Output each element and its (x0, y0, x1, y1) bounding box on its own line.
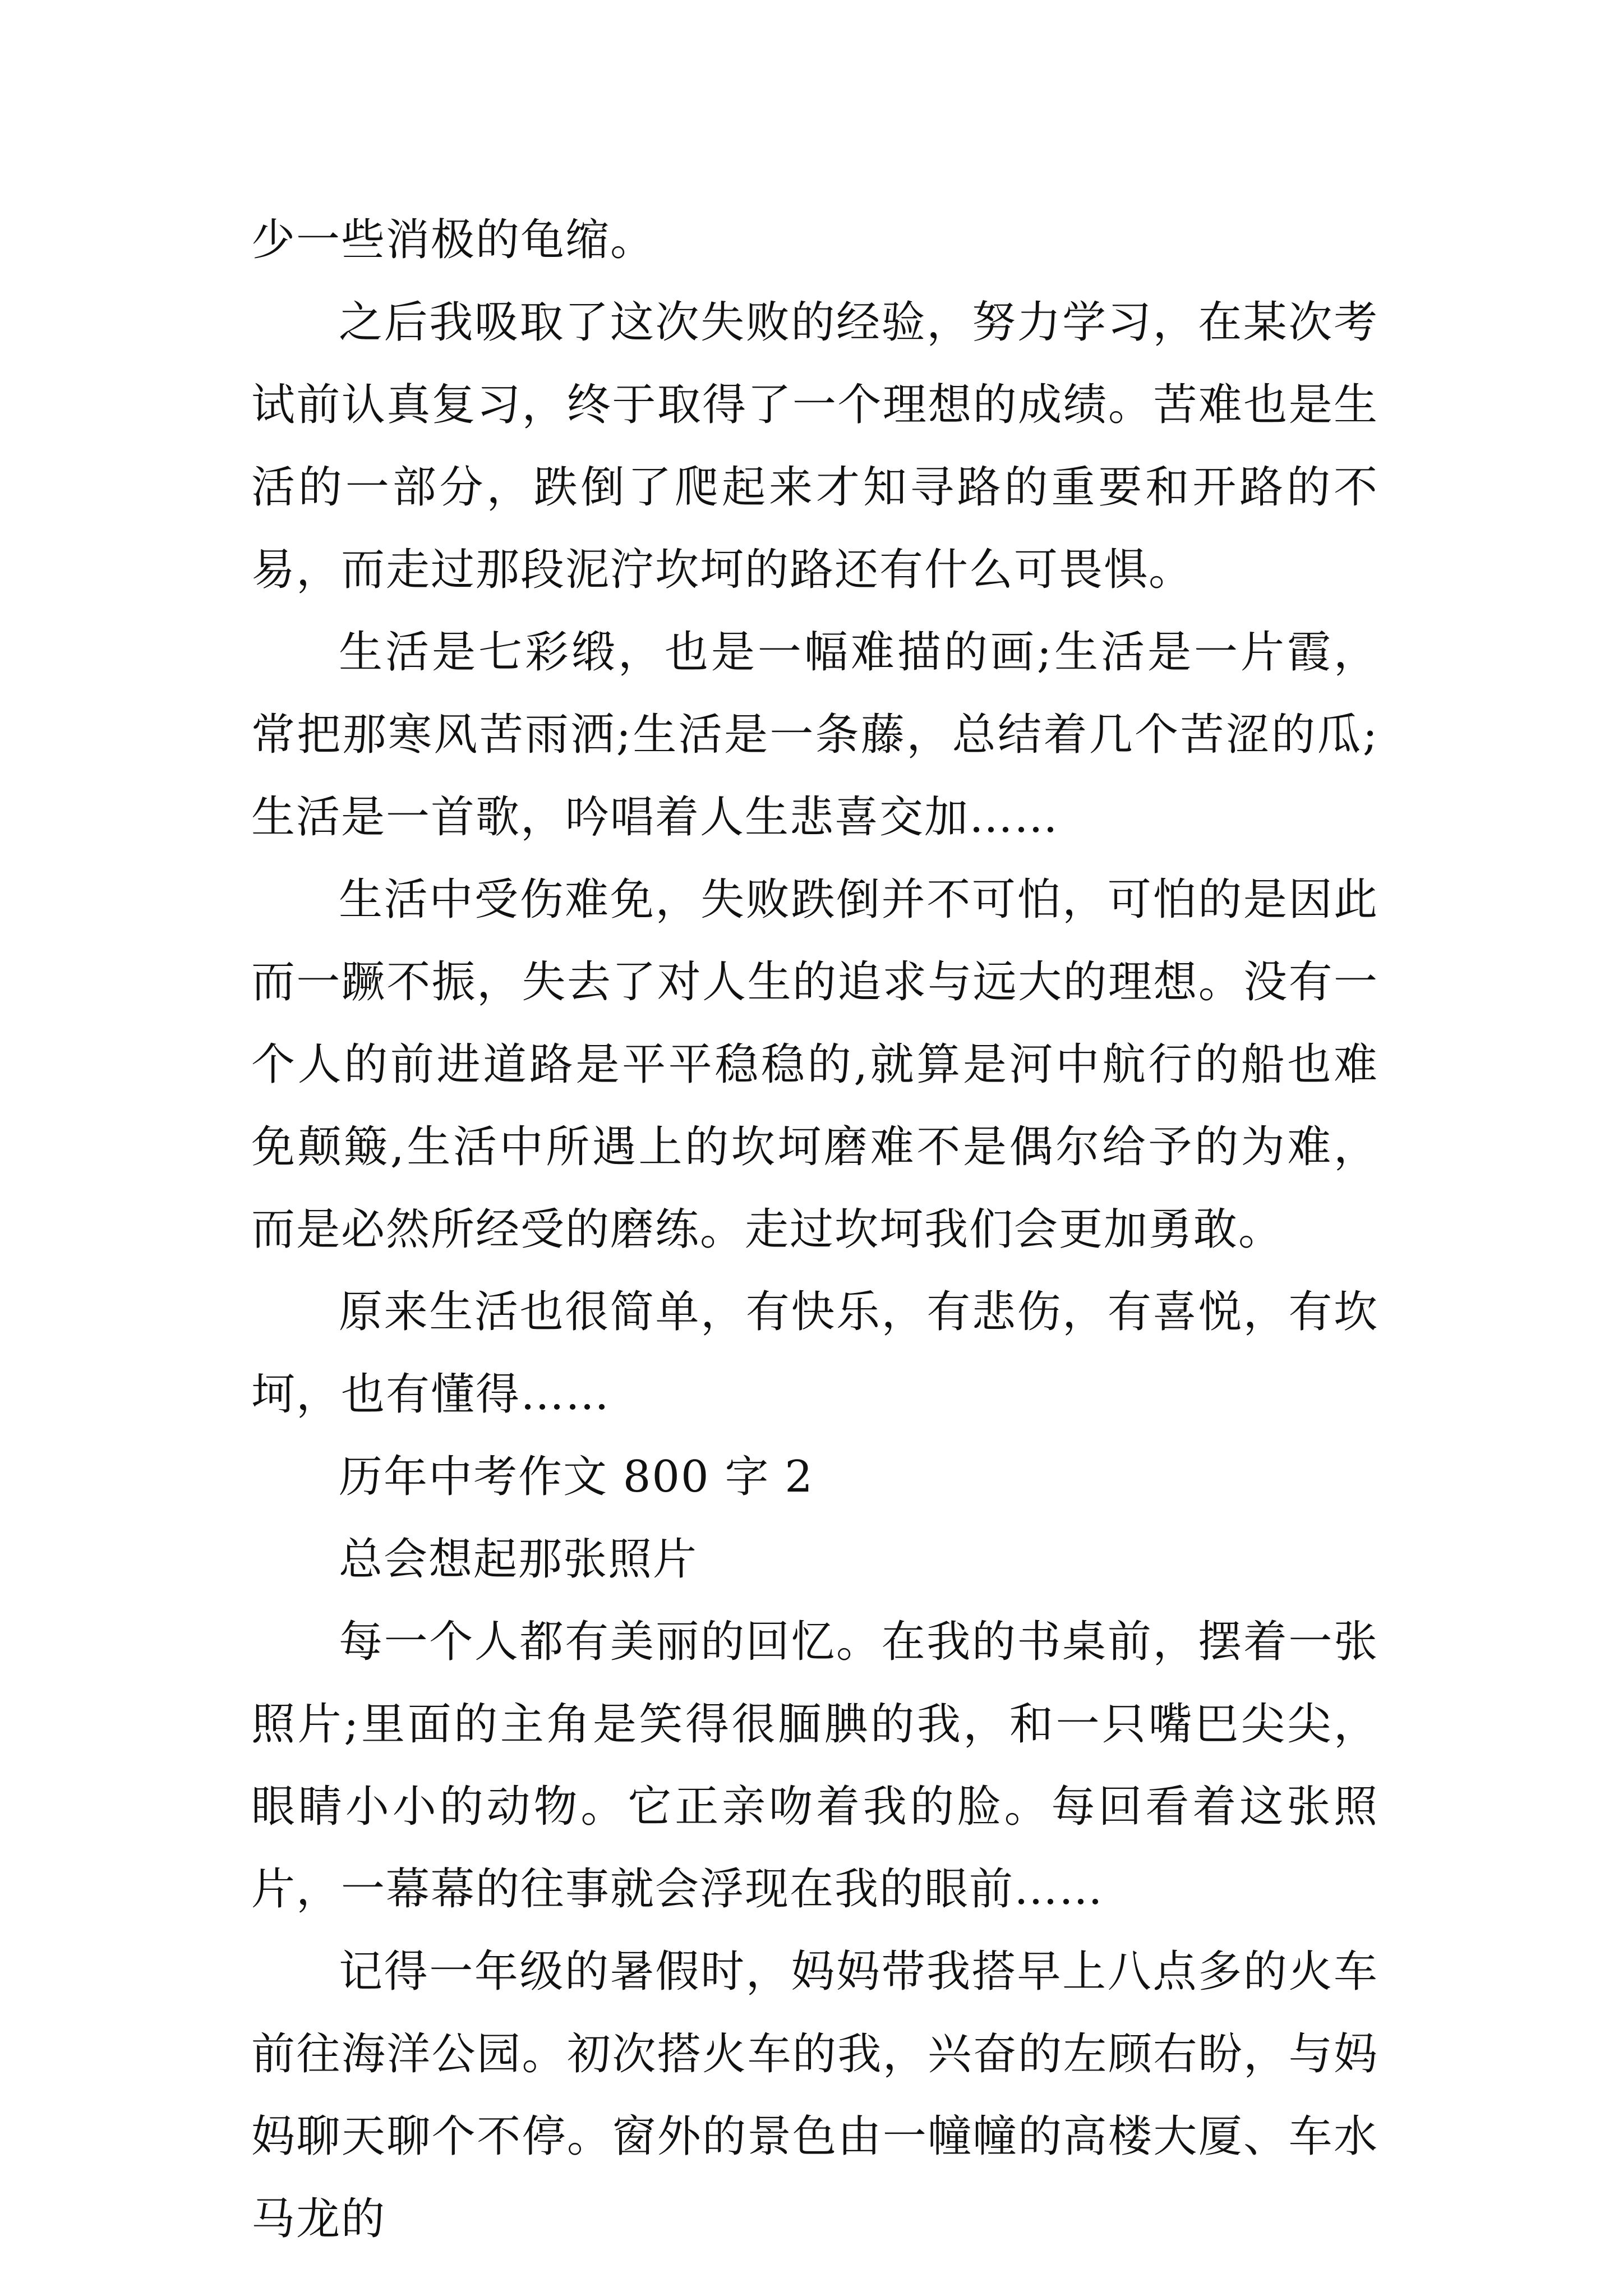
body-text (251, 199, 1378, 2261)
paragraph-6: 每一个人都有美丽的回忆。在我的书桌前，摆着一张照片;里面的主角是笑得很腼腆的我，和一只嘴巴尖尖，眼睛小小的动物。它正亲吻着我的脸。每回看着这张照片，一幕幕的往事就会浮现在我的眼前…… (251, 1617, 1378, 1915)
paragraph-3: 生活是七彩缎，也是一幅难描的画;生活是一片霞，常把那寒风苦雨洒;生活是一条藤，总结着几个苦涩的瓜;生活是一首歌，吟唱着人生悲喜交加…… (251, 627, 1378, 843)
paragraph-1: 少一些消极的龟缩。 (251, 215, 656, 265)
essay-title: 总会想起那张照片 (339, 1534, 698, 1585)
paragraph-2: 之后我吸取了这次失败的经验，努力学习，在某次考试前认真复习，终于取得了一个理想的成绩。苦难也是生活的一部分，跌倒了爬起来才知寻路的重要和开路的不易，而走过那段泥泞坎坷的路还有什么可畏惧。 (251, 297, 1378, 595)
essay-heading: 历年中考作文 800 字 2 (339, 1452, 814, 1502)
paragraph-4: 生活中受伤难免，失败跌倒并不可怕，可怕的是因此而一蹶不振，失去了对人生的追求与远大的理想。没有一个人的前进道路是平平稳稳的,就算是河中航行的船也难免颠簸,生活中所遇上的坎坷磨难不是偶尔给予的为难，而是必然所经受的磨练。走过坎坷我们会更加勇敢。 (251, 875, 1378, 1255)
paragraph-7: 记得一年级的暑假时，妈妈带我搭早上八点多的火车前往海洋公园。初次搭火车的我，兴奋的左顾右盼，与妈妈聊天聊个不停。窗外的景色由一幢幢的高楼大厦、车水马龙的 (251, 1947, 1378, 2244)
paragraph-5: 原来生活也很简单，有快乐，有悲伤，有喜悦，有坎坷，也有懂得…… (251, 1287, 1378, 1420)
